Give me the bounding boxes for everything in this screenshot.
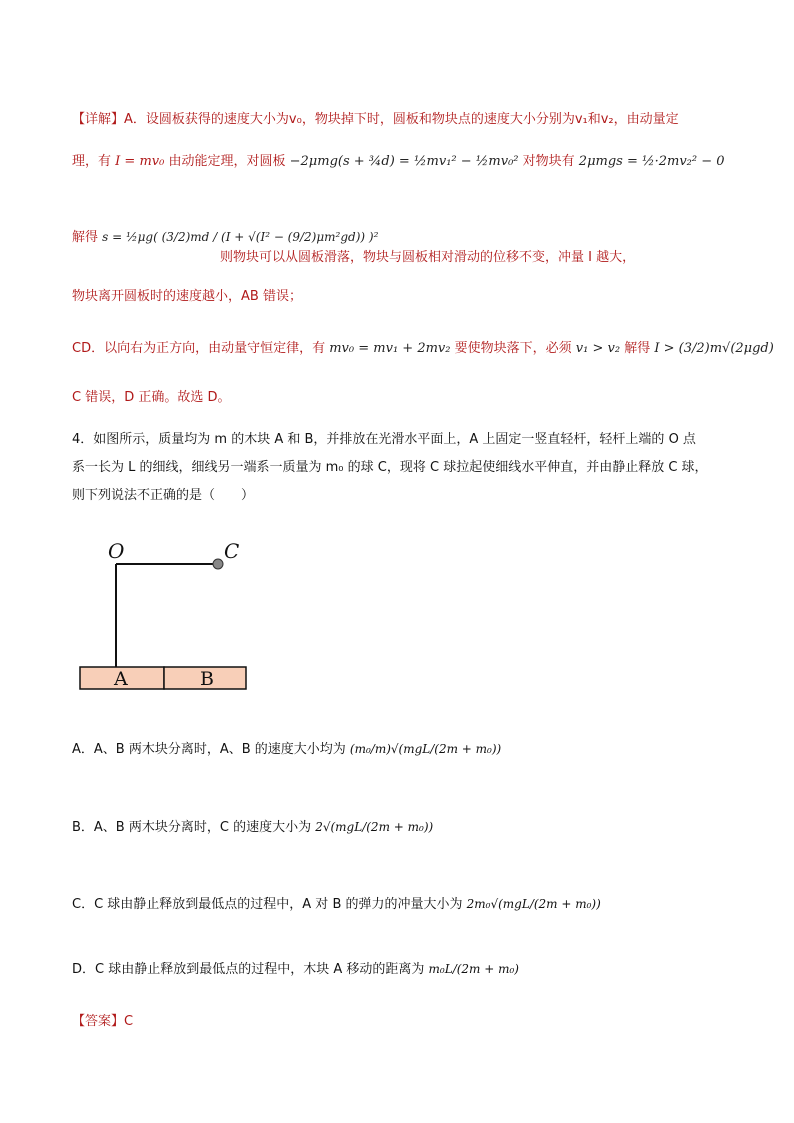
equation-energy-block: 2μmgs = ½·2mv₂² − 0 — [578, 154, 725, 169]
question-stem-line-2: 系一长为 L 的细线，细线另一端系一质量为 m₀ 的球 C，现将 C 球拉起使细线水平伸直，并由静止释放 C 球， — [72, 460, 708, 475]
question-stem — [72, 426, 708, 510]
question-stem-line-1: 4．如图所示，质量均为 m 的木块 A 和 B，并排放在光滑水平面上，A 上固定一竖直轻杆，轻杆上端的 O 点 — [72, 432, 696, 447]
option-c-text: C．C 球由静止释放到最低点的过程中，A 对 B 的弹力的冲量大小为 — [72, 897, 463, 912]
detail-text-2a: 理，有 — [72, 154, 112, 169]
option-a — [72, 738, 501, 757]
option-c-expr: 2m₀√(mgL/(2m + m₀)) — [466, 897, 601, 911]
detail-text-4: 物块离开圆板时的速度越小，AB 错误； — [72, 289, 302, 304]
option-a-text: A．A、B 两木块分离时，A、B 的速度大小均为 — [72, 742, 346, 757]
equation-impulse-bound: I > (3/2)m√(2μgd) — [654, 341, 774, 356]
equation-condition: v₁ > v₂ — [575, 341, 621, 356]
detail-line-3b — [220, 246, 635, 265]
option-b-text: B．A、B 两木块分离时，C 的速度大小为 — [72, 820, 312, 835]
detail-text-5b: 要使物块落下，必须 — [454, 341, 572, 356]
answer-tag: 【答案】 — [72, 1014, 125, 1029]
label-c: C — [224, 539, 240, 563]
detail-line-2 — [72, 150, 725, 169]
detail-text-1: A．设圆板获得的速度大小为v₀，物块掉下时，圆板和物块点的速度大小分别为v₁和v₂，由动量定 — [124, 112, 679, 127]
detail-line-5 — [72, 337, 774, 356]
ball-c — [213, 559, 223, 569]
option-c — [72, 893, 601, 912]
detail-line-6 — [72, 386, 231, 405]
equation-conservation: mv₀ = mv₁ + 2mv₂ — [329, 341, 451, 356]
option-d-text: D．C 球由静止释放到最低点的过程中，木块 A 移动的距离为 — [72, 962, 425, 977]
option-d-expr: m₀L/(2m + m₀) — [428, 962, 519, 976]
detail-text-3a: 解得 — [72, 230, 99, 245]
detail-text-5c: 解得 — [624, 341, 651, 356]
option-b-expr: 2√(mgL/(2m + m₀)) — [315, 820, 434, 834]
detail-tag: 【详解】 — [72, 112, 125, 127]
equation-energy-plate: −2μmg(s + ¾d) = ½mv₁² − ½mv₀² — [289, 154, 519, 169]
option-a-expr: (m₀/m)√(mgL/(2m + m₀)) — [349, 742, 502, 756]
detail-line-3 — [72, 226, 378, 245]
option-d — [72, 958, 519, 977]
label-o: O — [108, 539, 125, 563]
detail-text-2b: 由动能定理，对圆板 — [168, 154, 286, 169]
label-a: A — [114, 668, 128, 690]
detail-text-5a: CD．以向右为正方向，由动量守恒定律，有 — [72, 341, 326, 356]
label-b: B — [200, 668, 214, 690]
option-b — [72, 816, 433, 835]
equation-momentum: I = mv₀ — [115, 154, 165, 169]
physics-figure — [72, 530, 272, 695]
detail-line-4 — [72, 285, 302, 304]
answer-value: C — [124, 1014, 134, 1029]
detail-text-2c: 对物块有 — [522, 154, 575, 169]
detail-line-1 — [72, 108, 679, 127]
detail-text-6: C 错误，D 正确。故选 D。 — [72, 390, 231, 405]
question-stem-line-3: 则下列说法不正确的是（ ） — [72, 488, 255, 503]
answer-line — [72, 1010, 133, 1029]
equation-displacement: s = ½μg( (3/2)md / (I + √(I² − (9/2)μm²gd)) )² — [102, 230, 379, 244]
detail-text-3b: 则物块可以从圆板滑落，物块与圆板相对滑动的位移不变，冲量 I 越大， — [220, 250, 636, 265]
